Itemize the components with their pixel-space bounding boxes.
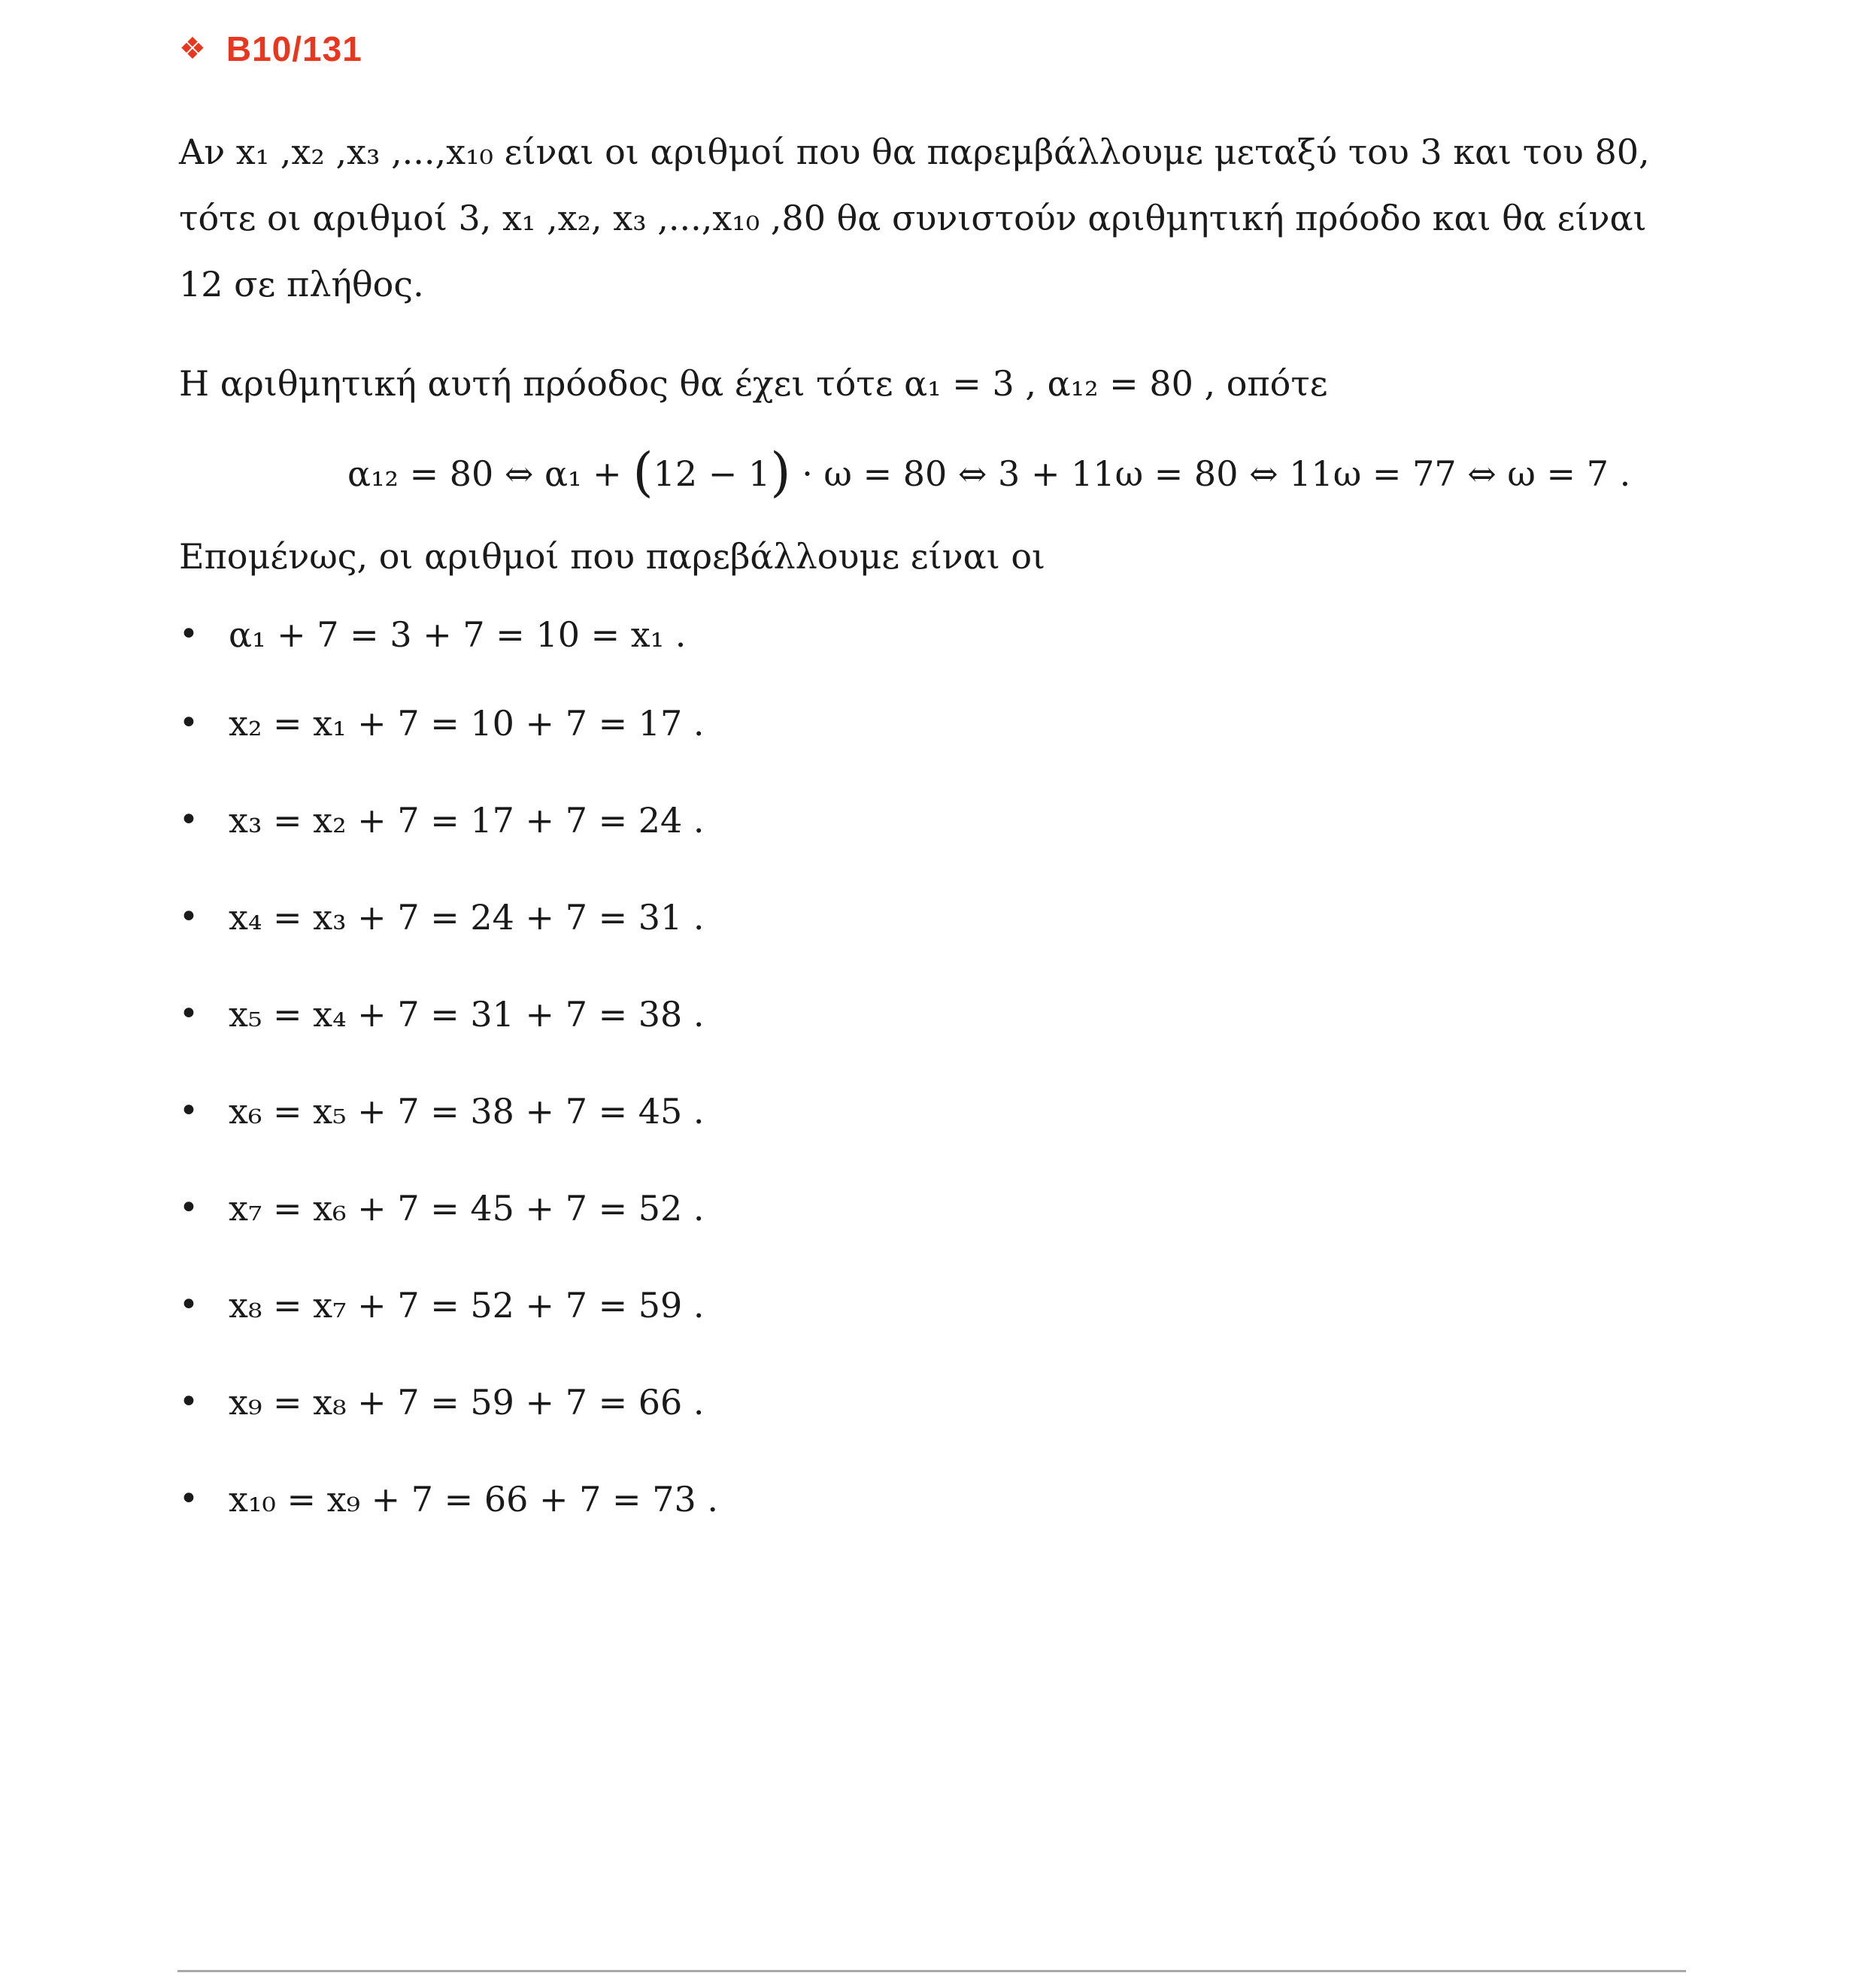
exercise-title: B10/131 [226, 29, 362, 68]
bullet-icon: • [179, 801, 199, 839]
list-item-equation: x₂ = x₁ + 7 = 10 + 7 = 17 . [229, 703, 705, 744]
bullet-icon: • [179, 898, 199, 936]
list-item [179, 1277, 1232, 1374]
bullet-icon: • [179, 1480, 199, 1518]
list-item [179, 1180, 1232, 1277]
terms-list [179, 606, 1232, 1568]
bullet-icon: • [179, 1286, 199, 1324]
bullet-icon: • [179, 1383, 199, 1421]
list-item [179, 1374, 1232, 1471]
exercise-heading [179, 29, 362, 69]
bullet-icon: • [179, 615, 199, 653]
therefore-paragraph: Επομένως, οι αριθμοί που παρεβάλλουμε είναι οι [179, 536, 1046, 577]
list-item [179, 606, 1232, 695]
list-item [179, 986, 1232, 1083]
list-item-equation: α₁ + 7 = 3 + 7 = 10 = x₁ . [229, 614, 687, 655]
list-item-equation: x₇ = x₆ + 7 = 45 + 7 = 52 . [229, 1188, 705, 1229]
intro-paragraph: Αν x₁ ,x₂ ,x₃ ,...,x₁₀ είναι οι αριθμοί που θα παρεμβάλλουμε μεταξύ του 3 και του 80, τότε οι αριθμοί 3, x₁ ,x₂, x₃ ,...,x₁₀ ,80 θα συνιστούν αριθμητική πρόοδο και θα είναι 12 σε πλήθος. [179, 132, 1650, 305]
equation-inner: 12 − 1 [653, 453, 771, 494]
list-item [179, 1083, 1232, 1180]
list-item-equation: x₆ = x₅ + 7 = 38 + 7 = 45 . [229, 1091, 705, 1132]
diamond-icon: ❖ [179, 32, 207, 65]
footer-divider [177, 1970, 1686, 1972]
bullet-icon: • [179, 1189, 199, 1227]
equation-paren-close: ) [770, 441, 791, 503]
bullet-icon: • [179, 1092, 199, 1130]
equation-right: · ω = 80 ⇔ 3 + 11ω = 80 ⇔ 11ω = 77 ⇔ ω = 7 . [802, 453, 1631, 494]
list-item-equation: x₄ = x₃ + 7 = 24 + 7 = 31 . [229, 897, 705, 938]
list-item [179, 792, 1232, 889]
bullet-icon: • [179, 704, 199, 742]
bullet-icon: • [179, 995, 199, 1033]
equation-paren-open: ( [632, 441, 654, 503]
equation-left: α₁₂ = 80 ⇔ α₁ + [347, 453, 633, 494]
list-item-equation: x₉ = x₈ + 7 = 59 + 7 = 66 . [229, 1382, 705, 1423]
list-item-equation: x₅ = x₄ + 7 = 31 + 7 = 38 . [229, 994, 705, 1035]
common-difference-equation [347, 442, 1630, 504]
list-item [179, 889, 1232, 986]
list-item-equation: x₁₀ = x₉ + 7 = 66 + 7 = 73 . [229, 1479, 718, 1520]
list-item-equation: x₃ = x₂ + 7 = 17 + 7 = 24 . [229, 800, 705, 841]
list-item-equation: x₈ = x₇ + 7 = 52 + 7 = 59 . [229, 1285, 705, 1326]
list-item [179, 695, 1232, 792]
list-item [179, 1471, 1232, 1568]
progression-paragraph: Η αριθμητική αυτή πρόοδος θα έχει τότε α₁ = 3 , α₁₂ = 80 , οπότε [179, 363, 1328, 404]
